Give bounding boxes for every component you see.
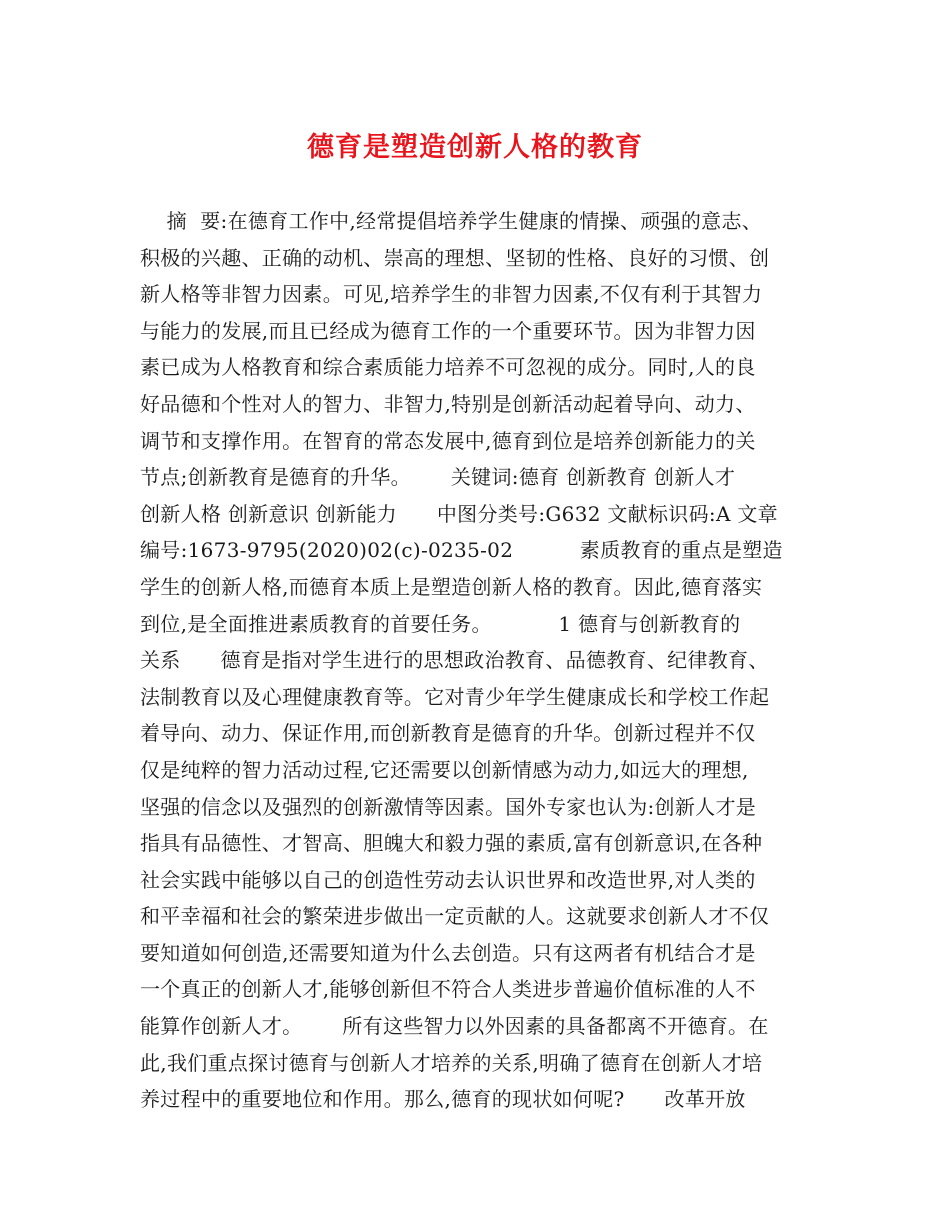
body-line: 好品德和个性对人的智力、非智力,特别是创新活动起着导向、动力、 — [140, 391, 756, 416]
body-line: 节点;创新教育是德育的升华。 关键词:德育 创新教育 创新人才 — [140, 465, 736, 490]
body-line: 一个真正的创新人才,能够创新但不符合人类进步普遍价值标准的人不 — [140, 977, 756, 1002]
body-line: 新人格等非智力因素。可见,培养学生的非智力因素,不仅有利于其智力 — [140, 282, 763, 307]
body-line: 创新人格 创新意识 创新能力 中图分类号:G632 文献标识码:A 文章 — [140, 501, 778, 526]
body-line: 调节和支撑作用。在智育的常态发展中,德育到位是培养创新能力的关 — [140, 428, 756, 453]
body-line: 着导向、动力、保证作用,而创新教育是德育的升华。创新过程并不仅 — [140, 721, 756, 746]
body-line: 与能力的发展,而且已经成为德育工作的一个重要环节。因为非智力因 — [140, 318, 756, 343]
body-line: 关系 德育是指对学生进行的思想政治教育、品德教育、纪律教育、 — [140, 648, 769, 673]
body-line: 指具有品德性、才智高、胆魄大和毅力强的素质,富有创新意识,在各种 — [140, 831, 763, 856]
body-line: 社会实践中能够以自己的创造性劳动去认识世界和改造世界,对人类的 — [140, 867, 756, 892]
body-line: 和平幸福和社会的繁荣进步做出一定贡献的人。这就要求创新人才不仅 — [140, 904, 770, 929]
body-line: 素已成为人格教育和综合素质能力培养不可忽视的成分。同时,人的良 — [140, 355, 756, 380]
body-line: 能算作创新人才。 所有这些智力以外因素的具备都离不开德育。在 — [140, 1014, 769, 1039]
body-line: 编号:1673-9795(2020)02(c)-0235-02 素质教育的重点是塑造 — [140, 538, 783, 563]
body-line: 学生的创新人格,而德育本质上是塑造创新人格的教育。因此,德育落实 — [140, 574, 763, 599]
body-line: 积极的兴趣、正确的动机、崇高的理想、坚韧的性格、良好的习惯、创 — [140, 245, 770, 270]
body-line: 要知道如何创造,还需要知道为什么去创造。只有这两者有机结合才是 — [140, 940, 756, 965]
document-title: 德育是塑造创新人格的教育 — [307, 132, 643, 163]
body-line: 仅是纯粹的智力活动过程,它还需要以创新情感为动力,如远大的理想, — [140, 757, 749, 782]
body-line: 法制教育以及心理健康教育等。它对青少年学生健康成长和学校工作起 — [140, 684, 770, 709]
document-body — [140, 203, 820, 1118]
body-line: 到位,是全面推进素质教育的首要任务。 1 德育与创新教育的 — [140, 611, 741, 636]
body-line: 养过程中的重要地位和作用。那么,德育的现状如何呢? 改革开放 — [140, 1087, 746, 1112]
body-line: 摘 要:在德育工作中,经常提倡培养学生健康的情操、顽强的意志、 — [140, 209, 763, 233]
body-line: 坚强的信念以及强烈的创新激情等因素。国外专家也认为:创新人才是 — [140, 794, 757, 819]
body-line: 此,我们重点探讨德育与创新人才培养的关系,明确了德育在创新人才培 — [140, 1050, 763, 1075]
